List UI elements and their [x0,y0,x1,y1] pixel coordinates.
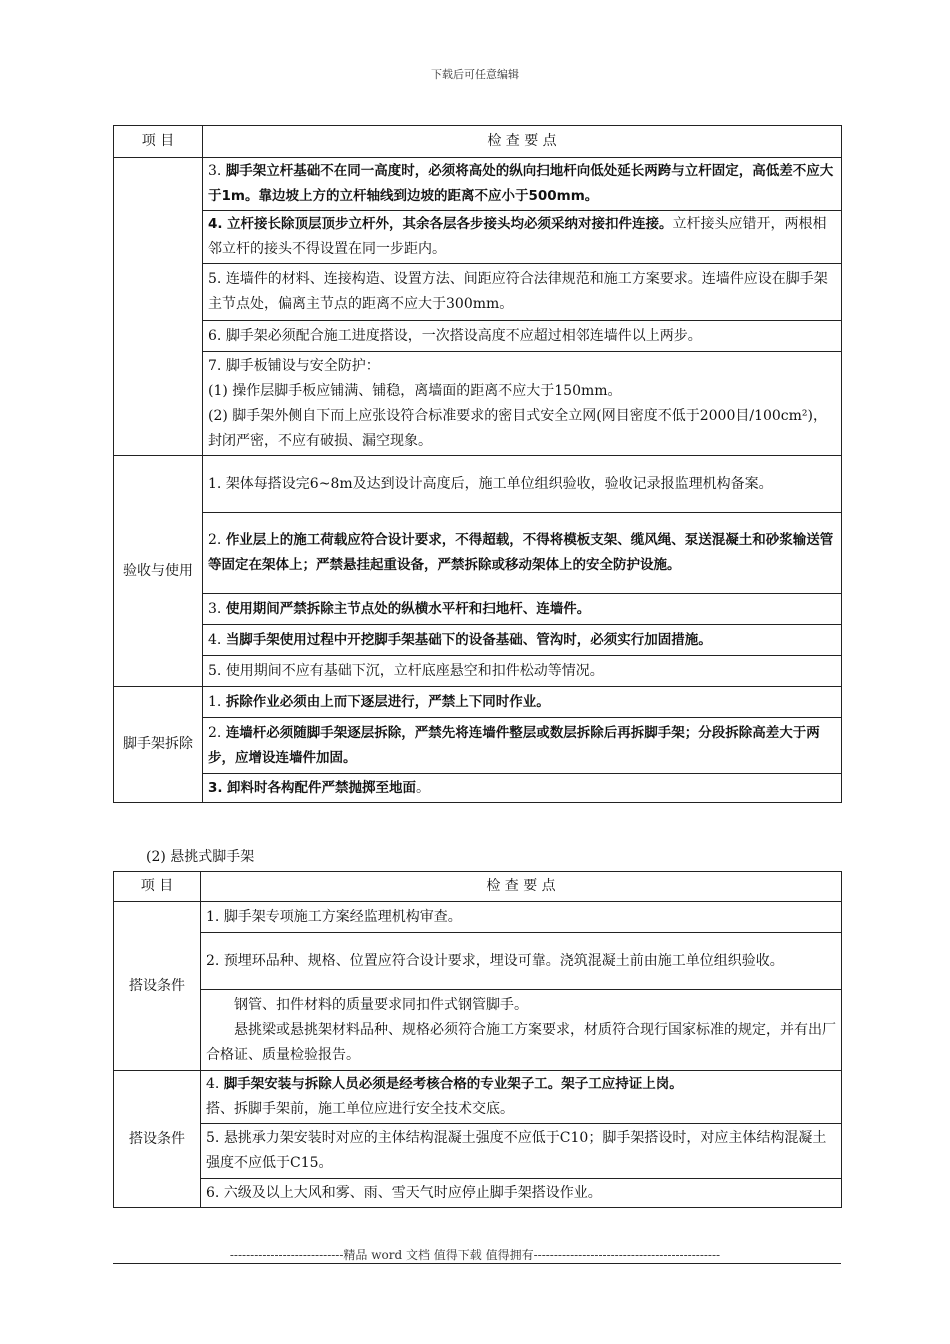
section-caption: (2) 悬挑式脚手架 [146,849,255,865]
table-cell: 2. 连墙杆必须随脚手架逐层拆除，严禁先将连墙件整层或数层拆除后再拆脚手架；分段拆除高差大于两步，应增设连墙件加固。 [203,718,842,774]
table-cell: 3. 脚手架立杆基础不在同一高度时，必须将高处的纵向扫地杆向低处延长两跨与立杆固定，高低差不应大于1m。靠边坡上方的立杆轴线到边坡的距离不应小于500mm。 [203,158,842,211]
table-cell: 3. 使用期间严禁拆除主节点处的纵横水平杆和扫地杆、连墙件。 [203,594,842,625]
table-cell: 4. 脚手架安装与拆除人员必须是经考核合格的专业架子工。架子工应持证上岗。 搭、拆脚手架前，施工单位应进行安全技术交底。 [201,1071,842,1124]
table-row [114,264,842,321]
table-cell: 3. 卸料时各构配件严禁抛掷至地面。 [203,774,842,803]
table-row [114,456,842,513]
category-cell-setup-conditions: 搭设条件 [114,902,201,1071]
table-cell: 5. 使用期间不应有基础下沉，立杆底座悬空和扣件松动等情况。 [203,656,842,687]
category-cell-empty [114,158,203,456]
table-header-row [114,872,842,902]
table-row [114,933,842,990]
table-cell: 1. 架体每搭设完6~8m及达到设计高度后，施工单位组织验收，验收记录报监理机构备案。 [203,456,842,513]
category-cell-setup-conditions-2: 搭设条件 [114,1071,201,1208]
table-row [114,625,842,656]
table-row [114,1179,842,1208]
table-row [114,594,842,625]
table-cell: 5. 连墙件的材料、连接构造、设置方法、间距应符合法律规范和施工方案要求。连墙件应设在脚手架主节点处，偏离主节点的距离不应大于300mm。 [203,264,842,321]
page-header: 下载后可任意编辑 [431,68,519,81]
table-cell: 2. 作业层上的施工荷载应符合设计要求，不得超载，不得将模板支架、缆风绳、泵送混凝土和砂浆输送管等固定在架体上；严禁悬挂起重设备，严禁拆除或移动架体上的安全防护设施。 [203,513,842,594]
table-row [114,352,842,456]
table-row [114,211,842,264]
table-row [114,718,842,774]
inspection-table-1 [113,125,842,803]
inspection-table-2 [113,871,842,1208]
col-header-item: 项 目 [114,872,201,902]
table-cell: 6. 六级及以上大风和雾、雨、雪天气时应停止脚手架搭设作业。 [201,1179,842,1208]
col-header-item: 项 目 [114,126,203,158]
table-cell: 5. 悬挑承力架安装时对应的主体结构混凝土强度不应低于C10；脚手架搭设时，对应主体结构混凝土强度不应低于C15。 [201,1124,842,1179]
table-cell: 4. 立杆接长除顶层顶步立杆外，其余各层各步接头均必须采纳对接扣件连接。立杆接头应错开，两根相邻立杆的接头不得设置在同一步距内。 [203,211,842,264]
col-header-points: 检 查 要 点 [203,126,842,158]
table-row [114,687,842,718]
table-row [114,990,842,1071]
table-row [114,902,842,933]
table-cell: 1. 拆除作业必须由上而下逐层进行，严禁上下同时作业。 [203,687,842,718]
category-cell-dismantling: 脚手架拆除 [114,687,203,803]
table-row [114,513,842,594]
table-row [114,774,842,803]
table-row [114,321,842,352]
table-cell: 1. 脚手架专项施工方案经监理机构审查。 [201,902,842,933]
table-cell: 7. 脚手板铺设与安全防护： (1) 操作层脚手板应铺满、铺稳，离墙面的距离不应大于150mm。 (2) 脚手架外侧自下而上应张设符合标准要求的密目式安全立网(网目密度不低于2000目/100cm²)，封闭严密，不应有破损、漏空现象。 [203,352,842,456]
table-row [114,1124,842,1179]
page-footer: ----------------------------精品 word 文档 值得下载 值得拥有---------------------------------------------- [229,1248,721,1262]
col-header-points: 检 查 要 点 [201,872,842,902]
category-cell-acceptance: 验收与使用 [114,456,203,687]
table-row [114,158,842,211]
table-cell: 4. 当脚手架使用过程中开挖脚手架基础下的设备基础、管沟时，必须实行加固措施。 [203,625,842,656]
table-row [114,656,842,687]
table-cell: 6. 脚手架必须配合施工进度搭设，一次搭设高度不应超过相邻连墙件以上两步。 [203,321,842,352]
table-cell: 钢管、扣件材料的质量要求同扣件式钢管脚手。 悬挑梁或悬挑架材料品种、规格必须符合施工方案要求，材质符合现行国家标准的规定，并有出厂合格证、质量检验报告。 [201,990,842,1071]
table-row [114,1071,842,1124]
footer-divider [113,1263,841,1264]
table-cell: 2. 预埋环品种、规格、位置应符合设计要求，埋设可靠。浇筑混凝土前由施工单位组织验收。 [201,933,842,990]
table-header-row [114,126,842,158]
